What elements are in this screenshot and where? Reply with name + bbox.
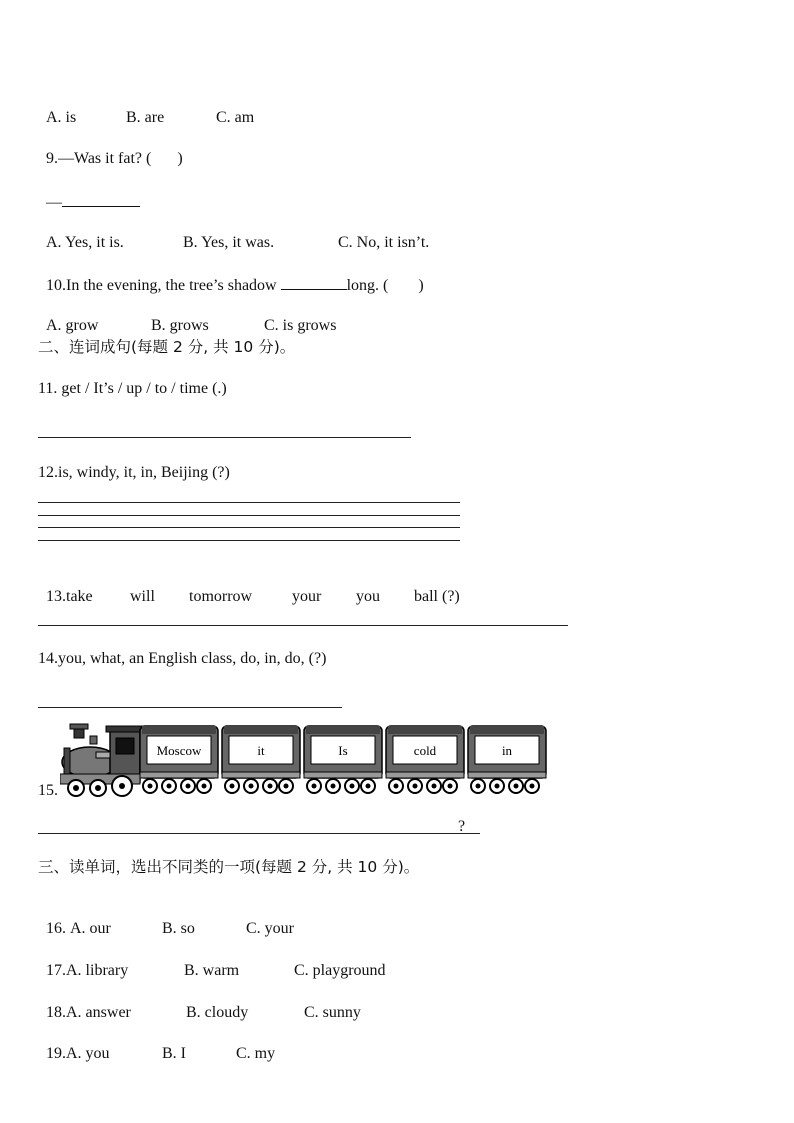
q10-paren-close: ) xyxy=(418,277,424,294)
train-illustration xyxy=(60,722,560,798)
locomotive-icon xyxy=(60,724,144,796)
q18-option-b: B. cloudy xyxy=(186,1004,249,1021)
q13-answer-line[interactable] xyxy=(38,625,568,626)
q9-fill-blank[interactable] xyxy=(62,192,140,207)
q16-option-a: A. our xyxy=(70,920,111,937)
q12-prompt: 12.is, windy, it, in, Beijing (?) xyxy=(38,464,230,481)
section-3-title: 三、读单词，选出不同类的一项(每题 2 分, 共 10 分)。 xyxy=(38,858,420,876)
q16-number: 16. xyxy=(46,920,66,937)
q18-row xyxy=(38,983,361,1023)
q18-option-a: A. answer xyxy=(66,1004,131,1021)
q11-prompt: 11. get / It’s / up / to / time (.) xyxy=(38,380,227,397)
q13-word-5: ball (?) xyxy=(414,588,460,605)
q9-option-c: C. No, it isn’t. xyxy=(338,234,430,251)
q15-number: 15. xyxy=(38,782,58,799)
q8-option-b: B. are xyxy=(126,109,165,126)
q13-word-3: your xyxy=(292,588,322,605)
train-car-word: cold xyxy=(413,743,437,758)
q9-stem xyxy=(38,129,183,169)
train-car-word: it xyxy=(257,743,265,758)
q9-dash: — xyxy=(46,194,62,211)
q10-stem-a: 10.In the evening, the tree’s shadow xyxy=(46,277,277,294)
q9-option-a: A. Yes, it is. xyxy=(46,234,124,251)
q10-fill-blank[interactable] xyxy=(281,275,347,290)
q9-paren-close: ) xyxy=(177,150,183,167)
q14-answer-line[interactable] xyxy=(38,707,342,708)
q10-option-b: B. grows xyxy=(151,317,209,334)
q9-options xyxy=(38,213,429,253)
train-car-word: in xyxy=(501,743,513,758)
q17-row xyxy=(38,941,386,981)
q15-question-mark: ? xyxy=(458,818,466,835)
q18-number: 18. xyxy=(46,1004,66,1021)
q8-option-a: A. is xyxy=(46,109,77,126)
q11-answer-line[interactable] xyxy=(38,437,411,438)
q16-option-c: C. your xyxy=(246,920,294,937)
q17-option-c: C. playground xyxy=(294,962,386,979)
q13-word-2: tomorrow xyxy=(189,588,253,605)
q17-option-b: B. warm xyxy=(184,962,240,979)
q9-stem-text: 9.—Was it fat? ( xyxy=(46,150,152,167)
q16-option-b: B. so xyxy=(162,920,195,937)
q19-option-a: A. you xyxy=(66,1045,110,1062)
train-car-word: Is xyxy=(338,743,348,758)
q19-option-b: B. I xyxy=(162,1045,186,1062)
q8-option-c: C. am xyxy=(216,109,255,126)
q15-answer-line[interactable] xyxy=(38,833,480,834)
train-car xyxy=(304,726,382,793)
q10-stem xyxy=(38,255,424,296)
q13-prompt xyxy=(38,567,460,607)
q13-word-take: 13.take xyxy=(46,588,93,605)
q10-options xyxy=(38,296,336,336)
q10-option-a: A. grow xyxy=(46,317,99,334)
q19-option-c: C. my xyxy=(236,1045,276,1062)
q9-answer-line xyxy=(38,172,140,213)
q12-writing-line-4[interactable] xyxy=(38,540,460,541)
train-car xyxy=(468,726,546,793)
q10-option-c: C. is grows xyxy=(264,317,337,334)
q19-row xyxy=(38,1024,275,1064)
q14-prompt: 14.you, what, an English class, do, in, do, (?) xyxy=(38,650,327,667)
q17-number: 17. xyxy=(46,962,66,979)
train-car-word: Moscow xyxy=(156,743,202,758)
q8-options xyxy=(38,88,254,128)
q10-stem-b: long. ( xyxy=(346,277,389,294)
q19-number: 19. xyxy=(46,1045,66,1062)
q12-writing-line-1[interactable] xyxy=(38,502,460,503)
section-2-title: 二、连词成句(每题 2 分, 共 10 分)。 xyxy=(38,338,296,356)
q13-word-4: you xyxy=(356,588,380,605)
q12-writing-line-2[interactable] xyxy=(38,515,460,516)
q13-word-1: will xyxy=(130,588,155,605)
q17-option-a: A. library xyxy=(66,962,129,979)
q18-option-c: C. sunny xyxy=(304,1004,361,1021)
train-car xyxy=(386,726,464,793)
train-car xyxy=(222,726,300,793)
train-car xyxy=(140,726,218,793)
q9-option-b: B. Yes, it was. xyxy=(183,234,275,251)
q12-writing-line-3[interactable] xyxy=(38,527,460,528)
q16-row xyxy=(38,899,294,939)
